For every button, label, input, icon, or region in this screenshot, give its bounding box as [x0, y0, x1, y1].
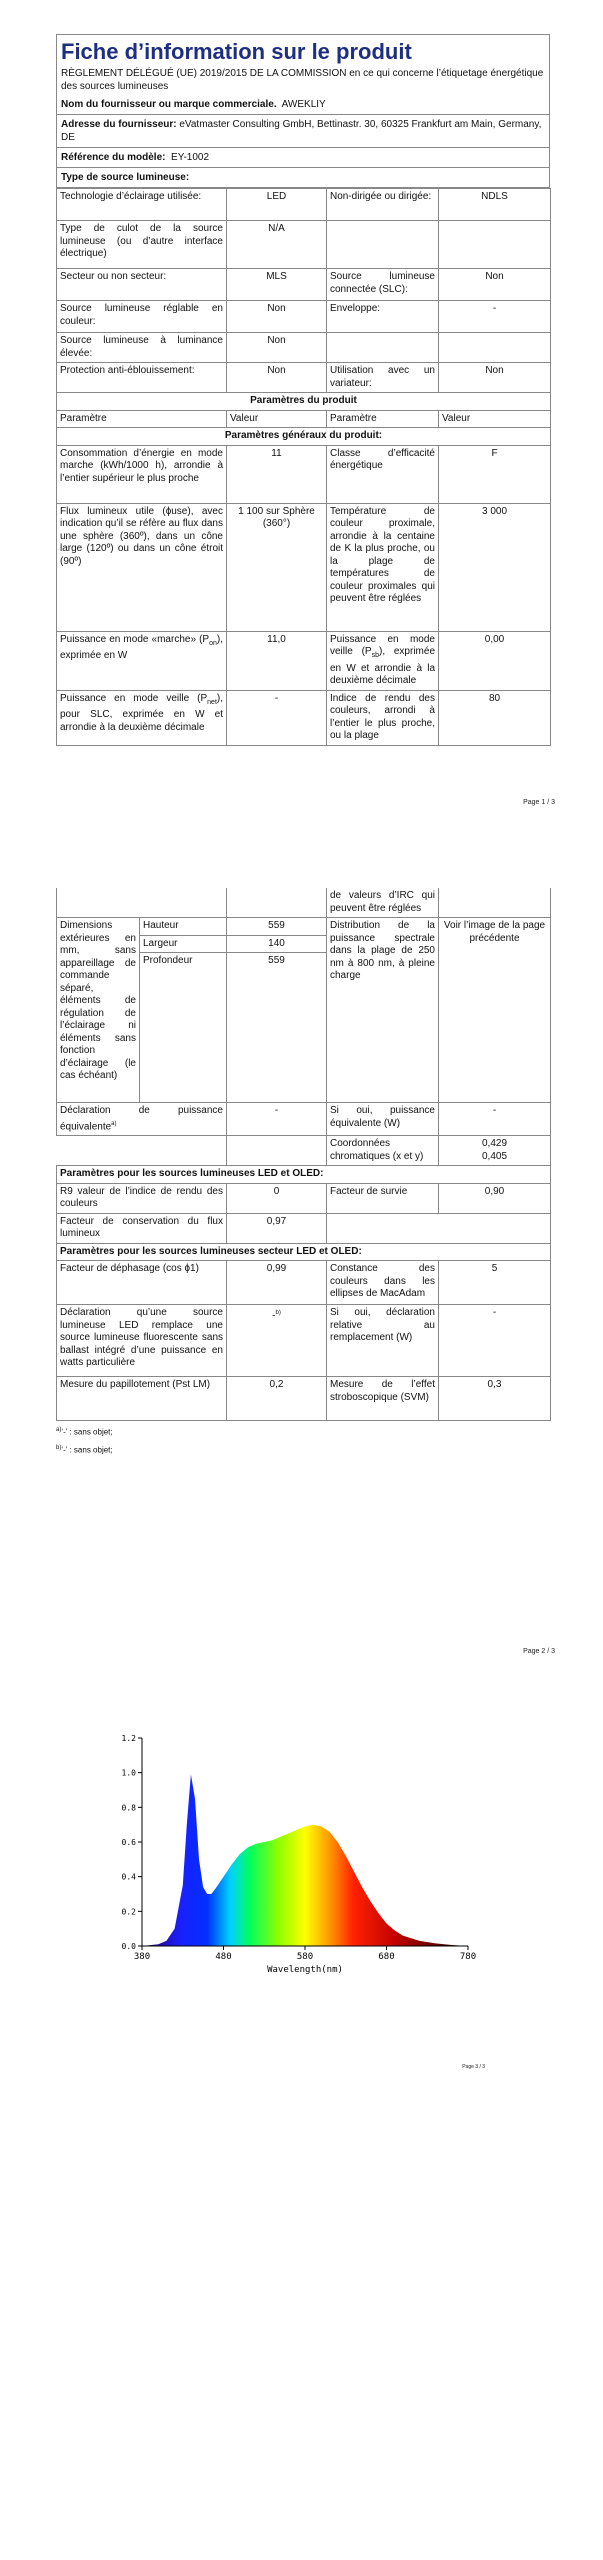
spectrum-chart [120, 1724, 500, 1984]
x-tick-label: 480 [215, 1952, 232, 1962]
table-row: Déclaration de puissance équivalente$^{a)}$ - Si oui, puissance équivalente (W) - [57, 1103, 551, 1136]
spectrum-area [142, 1774, 468, 1946]
dimensions-label: Dimensions extérieures en mm, sans appareillage de commande séparé, éléments de régulation de l’éclairage ni éléments sans fonction d’éclairage (le cas échéant) [57, 918, 140, 1103]
y-tick-label: 0.0 [121, 1942, 136, 1951]
table-row: Largeur 140 [57, 935, 551, 953]
table-row: Facteur de déphasage (cos ɸ1) 0,99 Constance des couleurs dans les ellipses de MacAdam 5 [57, 1261, 551, 1305]
footnote-b: $^{b)}$‘-’ : sans objet; [56, 1444, 113, 1455]
x-tick-label: 680 [378, 1952, 395, 1962]
y-tick-label: 0.8 [121, 1803, 136, 1813]
table-header-row: Paramètre Valeur Paramètre Valeur [57, 410, 551, 428]
type-table [56, 188, 551, 746]
model-reference: EY-1002 [171, 152, 210, 163]
title-box [56, 34, 550, 95]
table-row [57, 1243, 551, 1261]
y-tick-label: 0.6 [121, 1838, 136, 1847]
led-params-heading: Paramètres pour les sources lumineuses LED et OLED: [57, 1166, 551, 1184]
table-row: Source lumineuse à luminance élevée: Non [57, 333, 551, 363]
table-row: Mesure du papillotement (Pst LM) 0,2 Mesure de l’effet stroboscopique (SVM) 0,3 [57, 1377, 551, 1421]
supplier-name-row: Nom du fournisseur ou marque commerciale. AWEKLIY [56, 95, 550, 115]
table-row: Facteur de conservation du flux lumineux 0,97 [57, 1213, 551, 1243]
product-sheet-page-2 [56, 888, 550, 1456]
page-number: Page 3 / 3 [462, 2064, 485, 2070]
table-row: Coordonnées chromatiques (x et y) 0,429 0,405 [57, 1136, 551, 1166]
spectrum-chart-svg [120, 1724, 500, 1984]
x-tick-label: 380 [133, 1952, 151, 1962]
dimensions-table [56, 888, 551, 1421]
x-tick-label: 580 [296, 1952, 314, 1962]
table-row [57, 1166, 551, 1184]
table-row: Dimensions extérieures en mm, sans appareillage de commande séparé, éléments de régulation de l’éclairage ni éléments sans fonction d’éclairage (le cas échéant) Hauteur 559 Distribution de la puissance spectrale dans la plage de 250 nm à 800 nm, à pleine charge Voir l’image de la page précédente [57, 918, 551, 936]
table-row: Type de culot de la source lumineuse (ou d’autre interface électrique) N/A [57, 221, 551, 269]
x-tick-label: 780 [459, 1952, 477, 1962]
footnote-a: $^{a)}$‘-’ : sans objet; [56, 1427, 113, 1437]
table-row: Déclaration qu’une source lumineuse LED remplace une source lumineuse fluorescente sans ballast intégré d’une puissance en watts particulière -$^{b)}$ Si oui, déclaration relative au remplacement (W) - [57, 1305, 551, 1377]
y-tick-label: 0.2 [121, 1907, 136, 1917]
table-row: Secteur ou non secteur: MLS Source lumineuse connectée (SLC): Non [57, 269, 551, 301]
table-row: Source lumineuse réglable en couleur: Non Enveloppe: - [57, 301, 551, 333]
y-tick-label: 1.2 [121, 1734, 136, 1743]
page-number: Page 2 / 3 [523, 1648, 555, 1655]
page-2 [0, 888, 603, 1688]
table-row: Consommation d’énergie en mode marche (kWh/1000 h), arrondie à l’entier supérieur le plus proche 11 Classe d’efficacité énergétique F [57, 445, 551, 503]
supplier-name: AWEKLIY [281, 99, 326, 110]
table-row: Profondeur 559 [57, 953, 551, 1103]
table-row: Protection anti-éblouissement: Non Utilisation avec un variateur: Non [57, 363, 551, 393]
supplier-address-row: Adresse du fournisseur: eVatmaster Consulting GmbH, Bettinastr. 30, 60325 Frankfurt am Main, Germany, DE [56, 115, 550, 148]
page-title: Fiche d’information sur le produit [61, 39, 412, 64]
page-1 [0, 0, 603, 820]
table-row: Puissance en mode «marche» $(P_{on})$, exprimée en W 11,0 Puissance en mode veille $(P_{sb})$, exprimée en W et arrondie à la deuxième décimale 0,00 [57, 631, 551, 690]
product-sheet-page-1 [56, 34, 550, 746]
mains-params-heading: Paramètres pour les sources lumineuses secteur LED et OLED: [57, 1243, 551, 1261]
y-tick-label: 0.4 [121, 1872, 136, 1882]
table-row: R9 valeur de l’indice de rendu des couleurs 0 Facteur de survie 0,90 [57, 1183, 551, 1213]
general-params-heading: Paramètres généraux du produit: [57, 428, 551, 446]
x-axis-label: Wavelength(nm) [267, 1965, 343, 1975]
table-row: Flux lumineux utile (ɸuse), avec indication qu’il se réfère au flux dans une sphère (360º), dans un cône large (120º) ou dans un cône étroit (90º) 1 100 sur Sphère (360°) Température de couleur proximale, arrondie à la centaine de K la plus proche, ou la plage de températures de couleur proximales qui peuvent être réglées 3 000 [57, 503, 551, 631]
table-row: de valeurs d’IRC qui peuvent être réglées [57, 888, 551, 918]
regulation-text: RÈGLEMENT DÉLÉGUÉ (UE) 2019/2015 DE LA COMMISSION en ce qui concerne l’étiquetage énergétique des sources lumineuses [61, 68, 544, 92]
page-number: Page 1 / 3 [523, 799, 555, 806]
y-tick-label: 1.0 [121, 1768, 136, 1778]
product-params-heading: Paramètres du produit [57, 393, 551, 411]
table-row: Technologie d’éclairage utilisée: LED Non-dirigée ou dirigée: NDLS [57, 189, 551, 221]
model-row: Référence du modèle: EY-1002 [56, 148, 550, 168]
table-row [57, 428, 551, 446]
table-row: Puissance en mode veille $(P_{net})$, pour SLC, exprimée en W et arrondie à la deuxième décimale - Indice de rendu des couleurs, arrondi à l’entier le plus proche, ou la plage 80 [57, 690, 551, 745]
table-row [57, 393, 551, 411]
type-heading: Type de source lumineuse: [56, 168, 550, 188]
supplier-address: eVatmaster Consulting GmbH, Bettinastr. 30, 60325 Frankfurt am Main, Germany, DE [61, 119, 542, 143]
